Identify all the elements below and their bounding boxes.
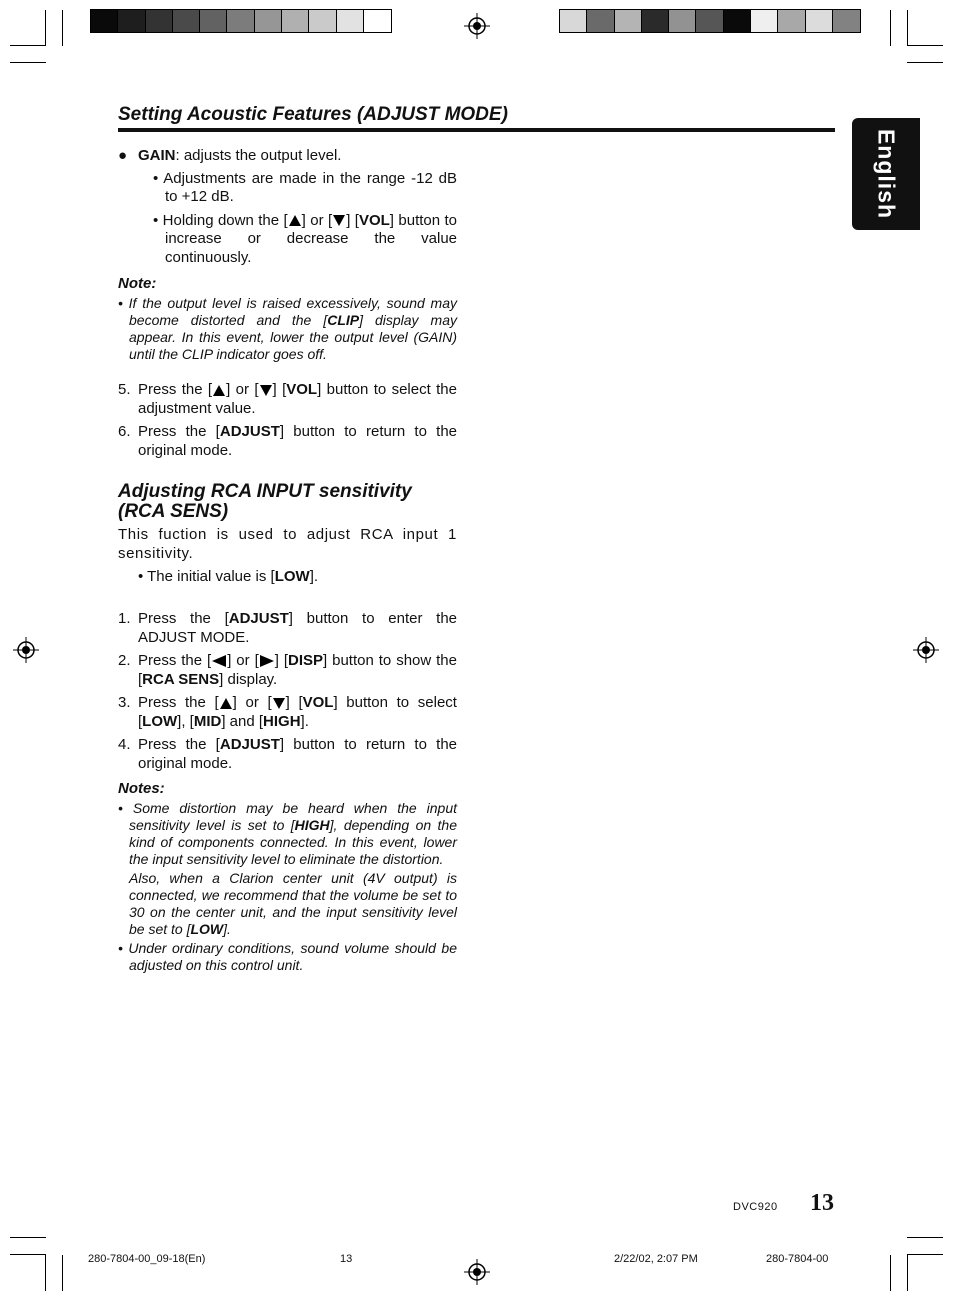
step-3: 3. Press the [ ] or [ ] [VOL] button to select [LOW], [MID] and [HIGH]. — [118, 694, 457, 730]
crop-mark — [907, 10, 908, 46]
registration-target-icon — [13, 637, 39, 663]
step-6: 6. Press the [ADJUST] button to return to the original mode. — [118, 423, 458, 459]
crop-mark — [907, 1237, 943, 1238]
note-item-2: Also, when a Clarion center unit (4V output) is connected, we recommend that the volume be set to 30 on the center unit, and the input sensitivity level be set to [LOW]. — [129, 869, 457, 937]
crop-mark — [10, 45, 46, 46]
right-arrow-icon — [260, 655, 274, 667]
footer-date: 2/22/02, 2:07 PM — [614, 1253, 698, 1265]
gain-term: GAIN — [138, 147, 176, 164]
note-text: • If the output level is raised excessively, sound may become distorted and the [CLIP] display may appear. In this event, lower the output level (GAIN) until the CLIP indicator goes off. — [118, 294, 457, 362]
color-swatch — [91, 10, 118, 32]
rca-initial: • The initial value is [LOW]. — [138, 568, 319, 585]
steps-list-2 — [118, 610, 457, 773]
gain-desc: : adjusts the output level. — [175, 147, 342, 164]
registration-target-icon — [464, 13, 490, 39]
footer-code: 280-7804-00 — [766, 1253, 829, 1265]
note-item-1: • Some distortion may be heard when the input sensitivity level is set to [HIGH], depending on the kind of components connected. In this event, lower the input sensitivity level to eliminate the distortion. — [118, 799, 457, 867]
color-swatch — [615, 10, 642, 32]
model-name: DVC920 — [733, 1201, 778, 1213]
crop-mark — [10, 1254, 46, 1255]
crop-mark — [890, 1255, 891, 1291]
color-swatch — [833, 10, 860, 32]
crop-mark — [45, 10, 46, 46]
footer-file: 280-7804-00_09-18(En) — [88, 1253, 206, 1265]
footer-page: 13 — [340, 1253, 353, 1265]
gain-item — [118, 147, 457, 166]
up-arrow-icon — [289, 215, 301, 226]
down-arrow-icon — [260, 385, 272, 396]
crop-mark — [45, 1255, 46, 1291]
crop-mark — [62, 10, 63, 46]
up-arrow-icon — [220, 698, 232, 709]
color-swatch — [778, 10, 805, 32]
color-swatch — [255, 10, 282, 32]
registration-target-icon — [913, 637, 939, 663]
color-swatch — [200, 10, 227, 32]
color-swatch — [309, 10, 336, 32]
rca-intro-block — [118, 526, 457, 587]
title-rule — [118, 128, 835, 132]
color-swatch — [669, 10, 696, 32]
color-swatch — [806, 10, 833, 32]
color-bar-left — [90, 9, 392, 33]
section-title: Setting Acoustic Features (ADJUST MODE) — [118, 104, 508, 125]
color-swatch — [118, 10, 145, 32]
step-1: 1. Press the [ADJUST] button to enter the ADJUST MODE. — [118, 610, 457, 646]
note-title: Note: — [118, 275, 157, 292]
color-swatch — [227, 10, 254, 32]
crop-mark — [907, 62, 943, 63]
color-swatch — [560, 10, 587, 32]
note-item-3: • Under ordinary conditions, sound volume should be adjusted on this control unit. — [118, 939, 457, 973]
crop-mark — [907, 1254, 943, 1255]
steps-list-1 — [118, 381, 457, 460]
crop-mark — [62, 1255, 63, 1291]
gain-bullet-2: • Holding down the [ ] or [ ] [VOL] button to increase or decrease the value continuously. — [153, 211, 458, 266]
left-arrow-icon — [212, 655, 226, 667]
language-tab-label: English — [873, 128, 900, 220]
color-swatch — [364, 10, 391, 32]
down-arrow-icon — [273, 698, 285, 709]
crop-mark — [907, 45, 943, 46]
color-swatch — [146, 10, 173, 32]
color-swatch — [282, 10, 309, 32]
crop-mark — [10, 1237, 46, 1238]
gain-block — [118, 147, 457, 267]
down-arrow-icon — [333, 215, 345, 226]
up-arrow-icon — [213, 385, 225, 396]
color-bar-right — [559, 9, 861, 33]
note-block — [118, 275, 457, 363]
crop-mark — [907, 1255, 908, 1291]
registration-target-icon — [464, 1259, 490, 1285]
color-swatch — [724, 10, 751, 32]
page-number: 13 — [810, 1190, 834, 1216]
notes-block — [118, 780, 457, 974]
crop-mark — [890, 10, 891, 46]
color-swatch — [173, 10, 200, 32]
color-swatch — [642, 10, 669, 32]
color-swatch — [696, 10, 723, 32]
rca-intro: This fuction is used to adjust RCA input 1 sensitivity. — [118, 526, 457, 562]
step-2: 2. Press the [ ] or [ ] [DISP] button to show the [RCA SENS] display. — [118, 652, 457, 688]
color-swatch — [587, 10, 614, 32]
notes-title: Notes: — [118, 780, 165, 797]
color-swatch — [751, 10, 778, 32]
rca-title: Adjusting RCA INPUT sensitivity (RCA SENS) — [118, 481, 412, 522]
gain-bullet-1: • Adjustments are made in the range -12 dB to +12 dB. — [153, 169, 457, 205]
step-4: 4. Press the [ADJUST] button to return to the original mode. — [118, 736, 458, 772]
language-tab — [852, 118, 920, 230]
crop-mark — [10, 62, 46, 63]
bullet-icon: ● — [118, 147, 128, 164]
color-swatch — [337, 10, 364, 32]
step-5: 5. Press the [ ] or [ ] [VOL] button to select the adjustment value. — [118, 381, 457, 417]
